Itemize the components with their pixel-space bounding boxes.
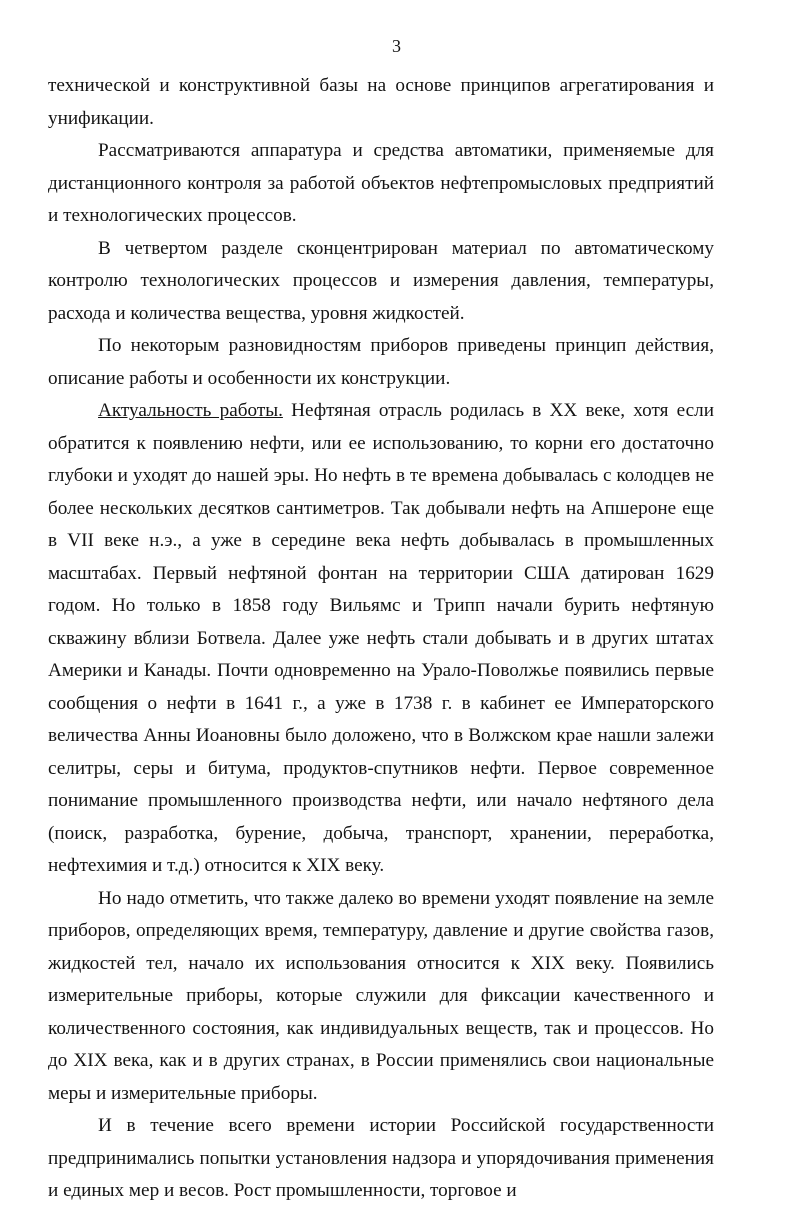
document-body [48, 70, 714, 1208]
relevance-text: Нефтяная отрасль родилась в XX веке, хотя если обратится к появлению нефти, или ее использованию, то корни его достаточно глубоки и уходят до нашей эры. Но нефть в те времена добывалась с колодцев не более нескольких десятков сантиметров. Так добывали нефть на Апшероне еще в VII веке н.э., а уже в середине века нефть добывалась в промышленных масштабах. Первый нефтяной фонтан на территории США датирован 1629 годом. Но только в 1858 году Вильямс и Трипп начали бурить нефтяную скважину вблизи Ботвела. Далее уже нефть стали добывать и в других штатах Америки и Канады. Почти одновременно на Урало-Поволжье появились первые сообщения о нефти в 1641 г., а уже в 1738 г. в кабинет ее Императорского величества Анны Иоановны было доложено, что в Волжском крае нашли залежи селитры, серы и битума, продуктов-спутников нефти. Первое современное понимание промышленного производства нефти, или начало нефтяного дела (поиск, разработка, бурение, добыча, транспорт, хранении, переработка, нефтехимия и т.д.) относится к XIX веку. [48, 400, 714, 876]
paragraph-4: По некоторым разновидностям приборов приведены принцип действия, описание работы и особенности их конструкции. [48, 335, 714, 389]
paragraph-5 [48, 395, 714, 883]
relevance-heading: Актуальность работы. [98, 400, 283, 421]
page-number: 3 [392, 36, 401, 56]
paragraph-1: технической и конструктивной базы на основе принципов агрегатирования и унификации. [48, 75, 714, 129]
paragraph-3: В четвертом разделе сконцентрирован материал по автоматическому контролю технологических процессов и измерения давления, температуры, расхода и количества вещества, уровня жидкостей. [48, 237, 714, 324]
paragraph-7: И в течение всего времени истории Российской государственности предпринимались попытки установления надзора и упорядочивания применения и единых мер и весов. Рост промышленности, торговое и [48, 1115, 714, 1201]
paragraph-2: Рассматриваются аппаратура и средства автоматики, применяемые для дистанционного контроля за работой объектов нефтепромысловых предприятий и технологических процессов. [48, 140, 714, 226]
paragraph-6: Но надо отметить, что также далеко во времени уходят появление на земле приборов, определяющих время, температуру, давление и другие свойства газов, жидкостей тел, начало их использования относится к XIX веку. Появились измерительные приборы, которые служили для фиксации качественного и количественного состояния, как индивидуальных веществ, так и процессов. Но до XIX века, как и в других странах, в России применялись свои национальные меры и измерительные приборы. [48, 887, 714, 1104]
